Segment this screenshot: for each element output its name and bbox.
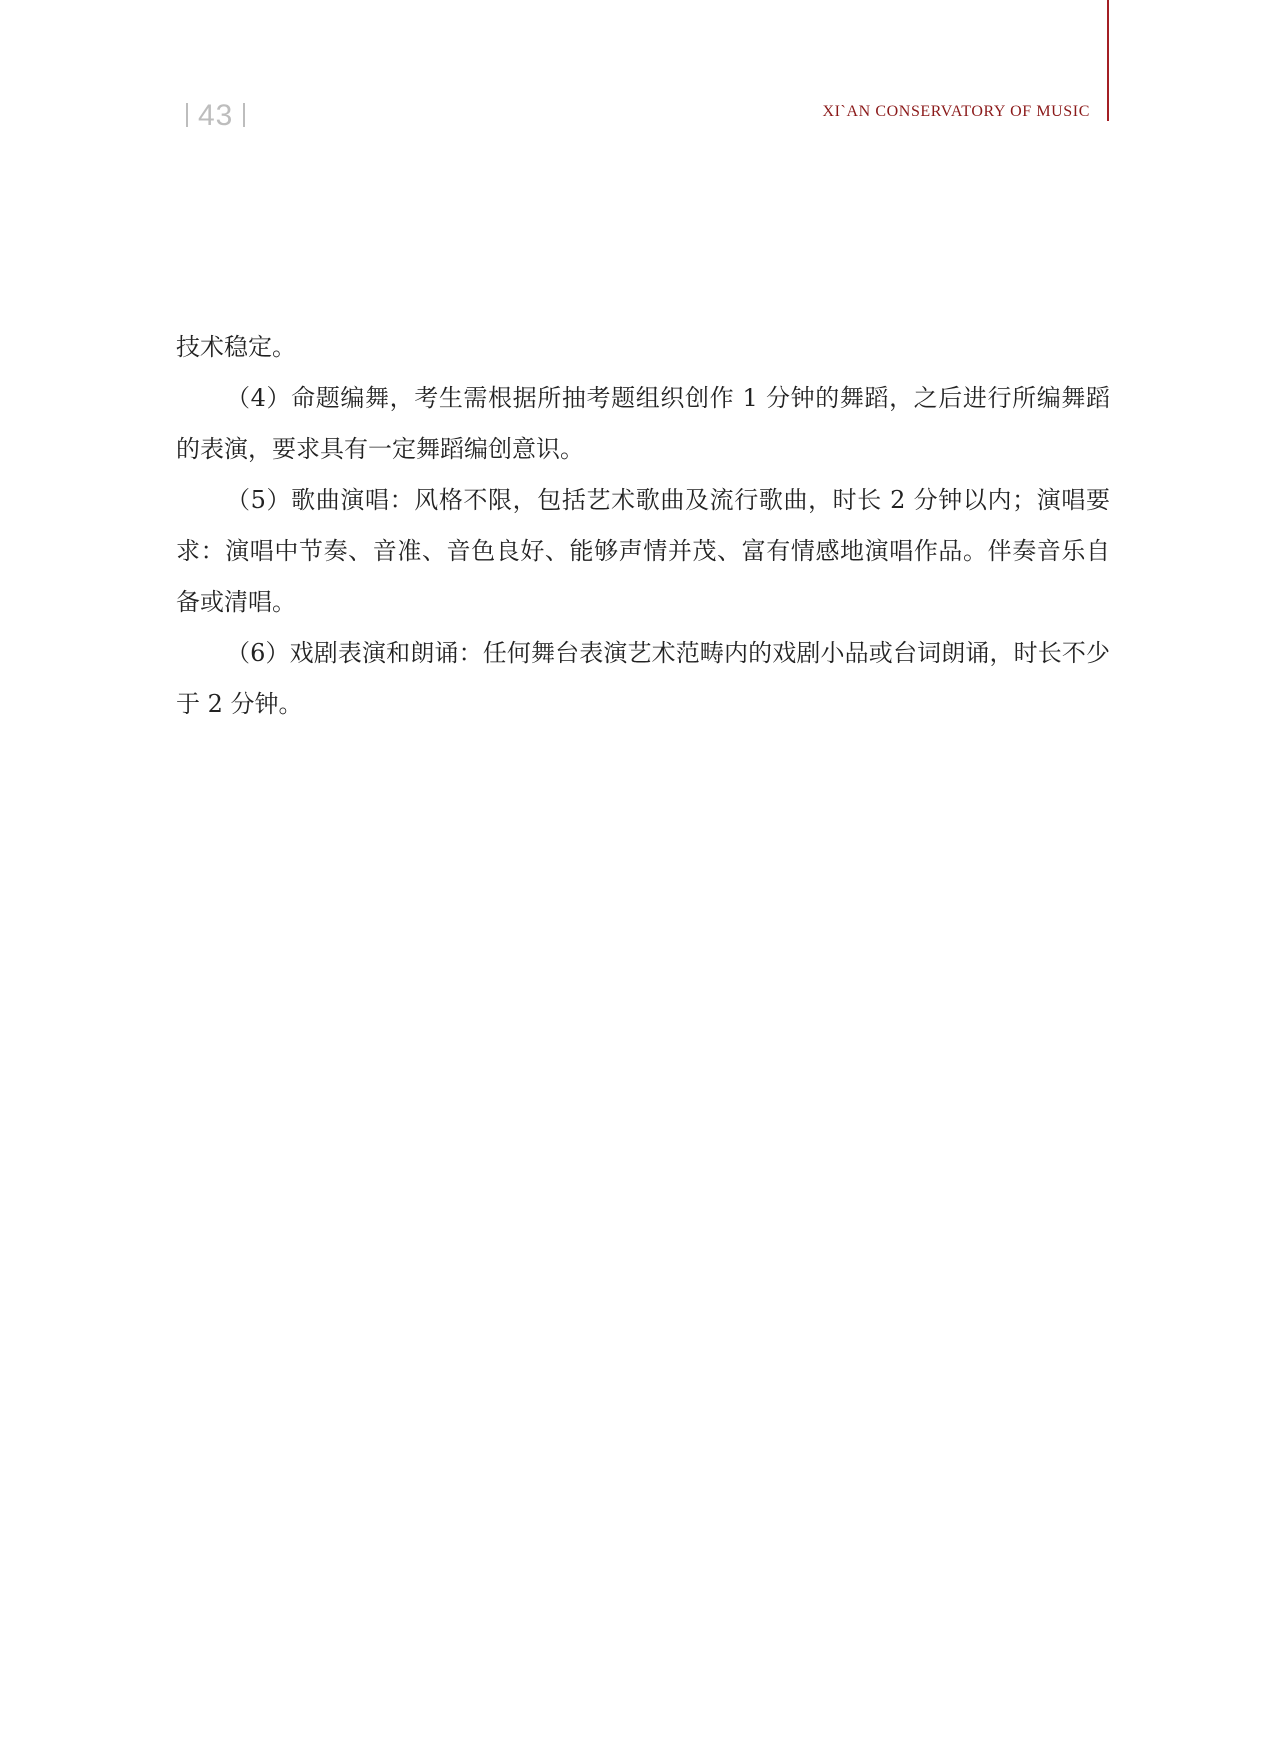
page-number bbox=[176, 96, 255, 136]
paragraph-item-5: （5）歌曲演唱：风格不限，包括艺术歌曲及流行歌曲，时长 2 分钟以内；演唱要求：演唱中节奏、音准、音色良好、能够声情并茂、富有情感地演唱作品。伴奏音乐自备或清唱。 bbox=[176, 486, 1110, 616]
paragraph-item-6: （6）戏剧表演和朗诵：任何舞台表演艺术范畴内的戏剧小品或台词朗诵，时长不少于 2 分钟。 bbox=[176, 639, 1110, 718]
header-vertical-rule bbox=[1107, 0, 1109, 121]
page-number-value: 43 bbox=[198, 99, 234, 132]
page-number-left-bar bbox=[186, 103, 188, 127]
running-head: XI`AN CONSERVATORY OF MUSIC bbox=[822, 103, 1090, 120]
body-text bbox=[176, 322, 1110, 730]
page-number-right-bar bbox=[243, 103, 245, 127]
paragraph-item-4: （4）命题编舞，考生需根据所抽考题组织创作 1 分钟的舞蹈，之后进行所编舞蹈的表演，要求具有一定舞蹈编创意识。 bbox=[176, 384, 1110, 463]
paragraph-continuation: 技术稳定。 bbox=[176, 333, 296, 361]
